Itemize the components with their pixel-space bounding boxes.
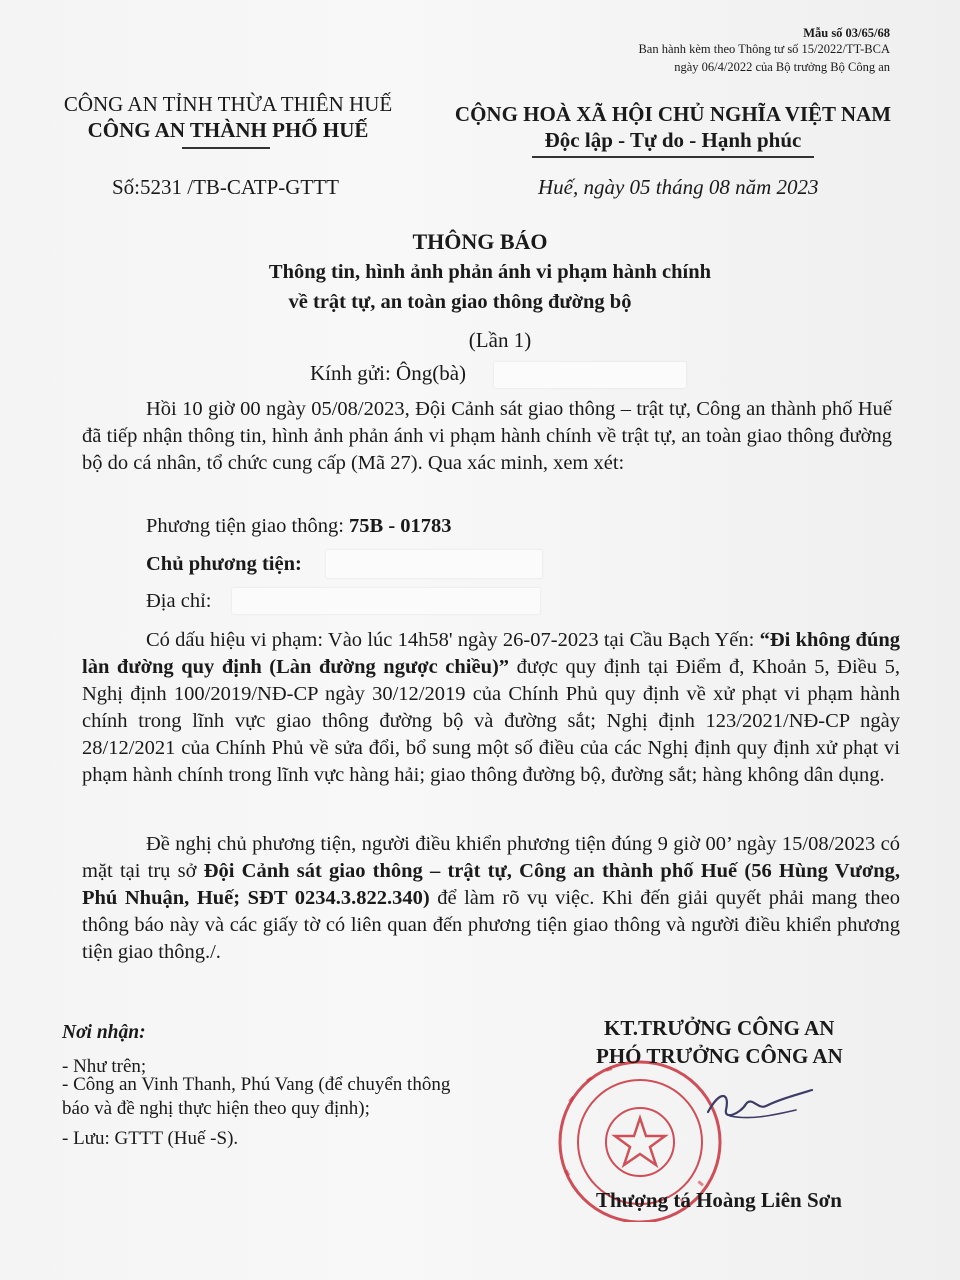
national-motto: Độc lập - Tự do - Hạnh phúc xyxy=(544,128,802,152)
form-code: Mẫu số 03/65/68 xyxy=(803,26,890,40)
recipient-item: - Công an Vinh Thanh, Phú Vang (để chuyển thông xyxy=(62,1074,451,1095)
agency-name: CÔNG AN THÀNH PHỐ HUẾ xyxy=(87,118,369,142)
signer-name: Thượng tá Hoàng Liên Sơn xyxy=(596,1188,842,1212)
document-subtitle: Thông tin, hình ảnh phản ánh vi phạm hành chính xyxy=(268,261,712,283)
request-paragraph xyxy=(82,831,900,966)
signatory-title: KT.TRƯỞNG CÔNG AN xyxy=(604,1016,835,1040)
intro-paragraph: Hồi 10 giờ 00 ngày 05/08/2023, Đội Cảnh sát giao thông – trật tự, Công an thành phố Huế đã tiếp nhận thông tin, hình ảnh phản ánh vi phạm hành chính về trật tự, an toàn giao thông đường bộ do cá nhân, tổ chức cung cấp (Mã 27). Qua xác minh, xem xét: xyxy=(82,398,892,474)
vehicle-label: Phương tiện giao thông: xyxy=(146,515,344,537)
recipients-title: Nơi nhận: xyxy=(62,1022,146,1043)
form-reference-line: Ban hành kèm theo Thông tư số 15/2022/TT-BCA xyxy=(638,42,890,56)
request-text: Đề nghị chủ phương tiện, người điều khiển phương tiện đúng 9 giờ 00’ ngày 15/08/2023 có mặt tại trụ sở xyxy=(82,833,900,882)
vehicle-field xyxy=(146,515,452,538)
owner-label: Chủ phương tiện: xyxy=(146,553,302,575)
violation-legal-basis: được quy định tại Điểm đ, Khoản 5, Điều 5, Nghị định 100/2019/NĐ-CP ngày 30/12/2019 của Chính Phủ quy định về xử phạt vi phạm hành chính trong lĩnh vực giao thông đường bộ và đường sắt; Nghị định 123/2021/NĐ-CP ngày 28/12/2021 của Chính Phủ về sửa đổi, bổ sung một số điều của các Nghị định quy định xử phạt vi phạm hành chính trong lĩnh vực hàng hải; giao thông đường bộ, đường sắt; hàng không dân dụng. xyxy=(82,656,900,786)
agency-parent: CÔNG AN TỈNH THỪA THIÊN HUẾ xyxy=(63,92,393,116)
vehicle-plate: 75B - 01783 xyxy=(349,515,452,537)
recipient-item: - Như trên; xyxy=(62,1056,147,1077)
redacted-address xyxy=(232,588,540,614)
signatory-position: PHÓ TRƯỞNG CÔNG AN xyxy=(596,1044,843,1068)
address-field xyxy=(146,590,211,613)
national-title: CỘNG HOÀ XÃ HỘI CHỦ NGHĨA VIỆT NAM xyxy=(454,102,892,126)
handwritten-signature xyxy=(700,1080,820,1130)
request-text-end: để làm rõ vụ việc. Khi đến giải quyết phải mang theo thông báo này và các giấy tờ có liên quan đến phương tiện giao thông và người điều khiển phương tiện giao thông./. xyxy=(82,887,900,963)
redacted-recipient-name xyxy=(494,362,686,388)
violation-intro: Có dấu hiệu vi phạm: Vào lúc 14h58' ngày 26-07-2023 tại Cầu Bạch Yến: xyxy=(146,629,755,651)
request-location: Đội Cảnh sát giao thông – trật tự, Công an thành phố Huế (56 Hùng Vương, Phú Nhuận, Huế; SĐT 0234.3.822.340) xyxy=(82,860,900,909)
recipient-item: báo và đề nghị thực hiện theo quy định); xyxy=(62,1098,370,1119)
redacted-owner-name xyxy=(326,550,542,578)
document-title: THÔNG BÁO xyxy=(412,229,548,254)
notice-round: (Lần 1) xyxy=(468,328,532,352)
owner-field xyxy=(146,553,302,576)
form-reference-line: ngày 06/4/2022 của Bộ trưởng Bộ Công an xyxy=(674,60,890,74)
motto-underline xyxy=(532,156,814,158)
recipient-item: - Lưu: GTTT (Huế -S). xyxy=(62,1128,239,1149)
address-label: Địa chỉ: xyxy=(146,590,212,612)
document-subtitle: về trật tự, an toàn giao thông đường bộ xyxy=(288,291,632,313)
agency-underline xyxy=(182,147,270,149)
violation-name: “Đi không đúng làn đường quy định (Làn đường ngược chiều)” xyxy=(82,629,900,678)
place-date: Huế, ngày 05 tháng 08 năm 2023 xyxy=(538,175,819,199)
document-number: Số:5231 /TB-CATP-GTTT xyxy=(112,175,339,199)
violation-paragraph xyxy=(82,627,900,789)
salutation: Kính gửi: Ông(bà) xyxy=(310,361,467,385)
